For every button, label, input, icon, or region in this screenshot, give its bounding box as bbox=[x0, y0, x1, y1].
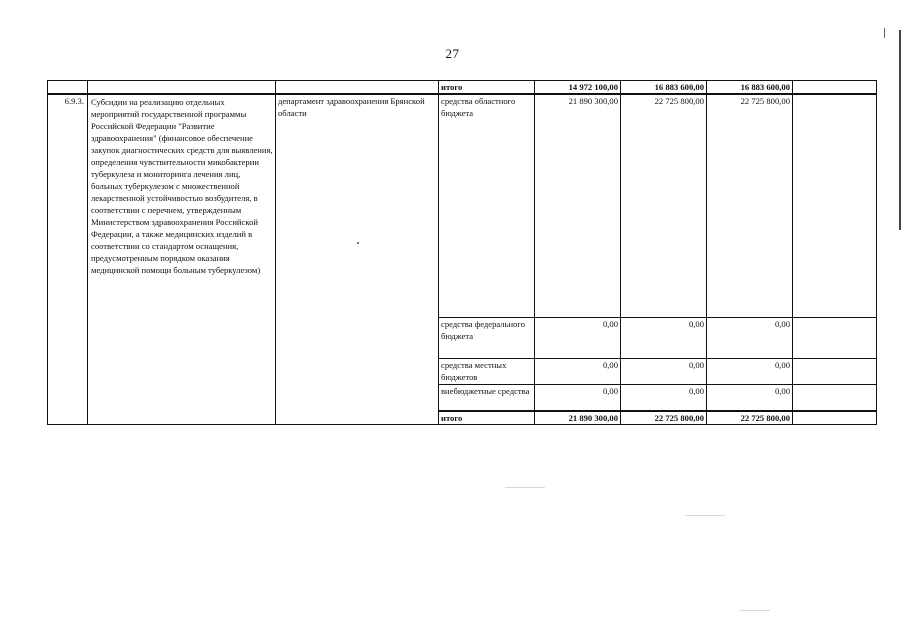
value-2: 0,00 bbox=[621, 318, 707, 359]
value-1: 21 890 300,00 bbox=[535, 94, 621, 318]
cell-empty bbox=[793, 318, 877, 359]
scan-speck bbox=[357, 242, 359, 244]
total-value-2: 22 725 800,00 bbox=[621, 411, 707, 425]
budget-table bbox=[47, 80, 877, 425]
value-3: 0,00 bbox=[707, 385, 793, 412]
item-number: 6.9.3. bbox=[48, 94, 88, 425]
total-value-3: 22 725 800,00 bbox=[707, 411, 793, 425]
value-3: 0,00 bbox=[707, 359, 793, 385]
table-row bbox=[48, 94, 877, 318]
value-1: 0,00 bbox=[535, 318, 621, 359]
value-2: 22 725 800,00 bbox=[621, 94, 707, 318]
total-value-3: 16 883 600,00 bbox=[707, 81, 793, 95]
value-1: 0,00 bbox=[535, 359, 621, 385]
total-label: итого bbox=[439, 81, 535, 95]
value-1: 0,00 bbox=[535, 385, 621, 412]
total-value-1: 21 890 300,00 bbox=[535, 411, 621, 425]
funding-source: внебюджетные средства bbox=[439, 385, 535, 412]
funding-source: средства федерального бюджета bbox=[439, 318, 535, 359]
cell-empty bbox=[276, 81, 439, 95]
total-value-2: 16 883 600,00 bbox=[621, 81, 707, 95]
cell-empty bbox=[48, 81, 88, 95]
cell-empty bbox=[793, 359, 877, 385]
funding-source: средства областного бюджета bbox=[439, 94, 535, 318]
scan-artifact-line bbox=[505, 487, 545, 488]
item-executor: департамент здравоохранения Брянской области bbox=[276, 94, 439, 425]
value-3: 0,00 bbox=[707, 318, 793, 359]
total-label: итого bbox=[439, 411, 535, 425]
cell-empty bbox=[88, 81, 276, 95]
value-2: 0,00 bbox=[621, 359, 707, 385]
scan-artifact-line bbox=[740, 610, 770, 611]
scan-edge-line bbox=[899, 30, 901, 230]
table-row-total-prev bbox=[48, 81, 877, 95]
value-2: 0,00 bbox=[621, 385, 707, 412]
cell-empty bbox=[793, 94, 877, 318]
value-3: 22 725 800,00 bbox=[707, 94, 793, 318]
cell-empty bbox=[793, 81, 877, 95]
total-value-1: 14 972 100,00 bbox=[535, 81, 621, 95]
funding-source: средства местных бюджетов bbox=[439, 359, 535, 385]
page-number: 27 bbox=[445, 46, 460, 61]
scan-edge-tick bbox=[884, 28, 885, 38]
scan-artifact-line bbox=[685, 515, 725, 516]
cell-empty bbox=[793, 411, 877, 425]
item-description: Субсидии на реализацию отдельных мероприятий государственной программы Российской Федерации "Развитие здравоохранения" (финансовое обеспечение закупок диагностических средств для выявления, определения чувствительности микобактерии туберкулеза и мониторинга лечения лиц, больных туберкулезом с множественной лекарственной устойчивостью возбудителя, в соответствии с перечнем, утвержденным Министерством здравоохранения Российской Федерации, а также медицинских изделий в соответствии со стандартом оснащения, предусмотренным порядком оказания медицинской помощи больным туберкулезом) bbox=[88, 94, 276, 425]
cell-empty bbox=[793, 385, 877, 412]
